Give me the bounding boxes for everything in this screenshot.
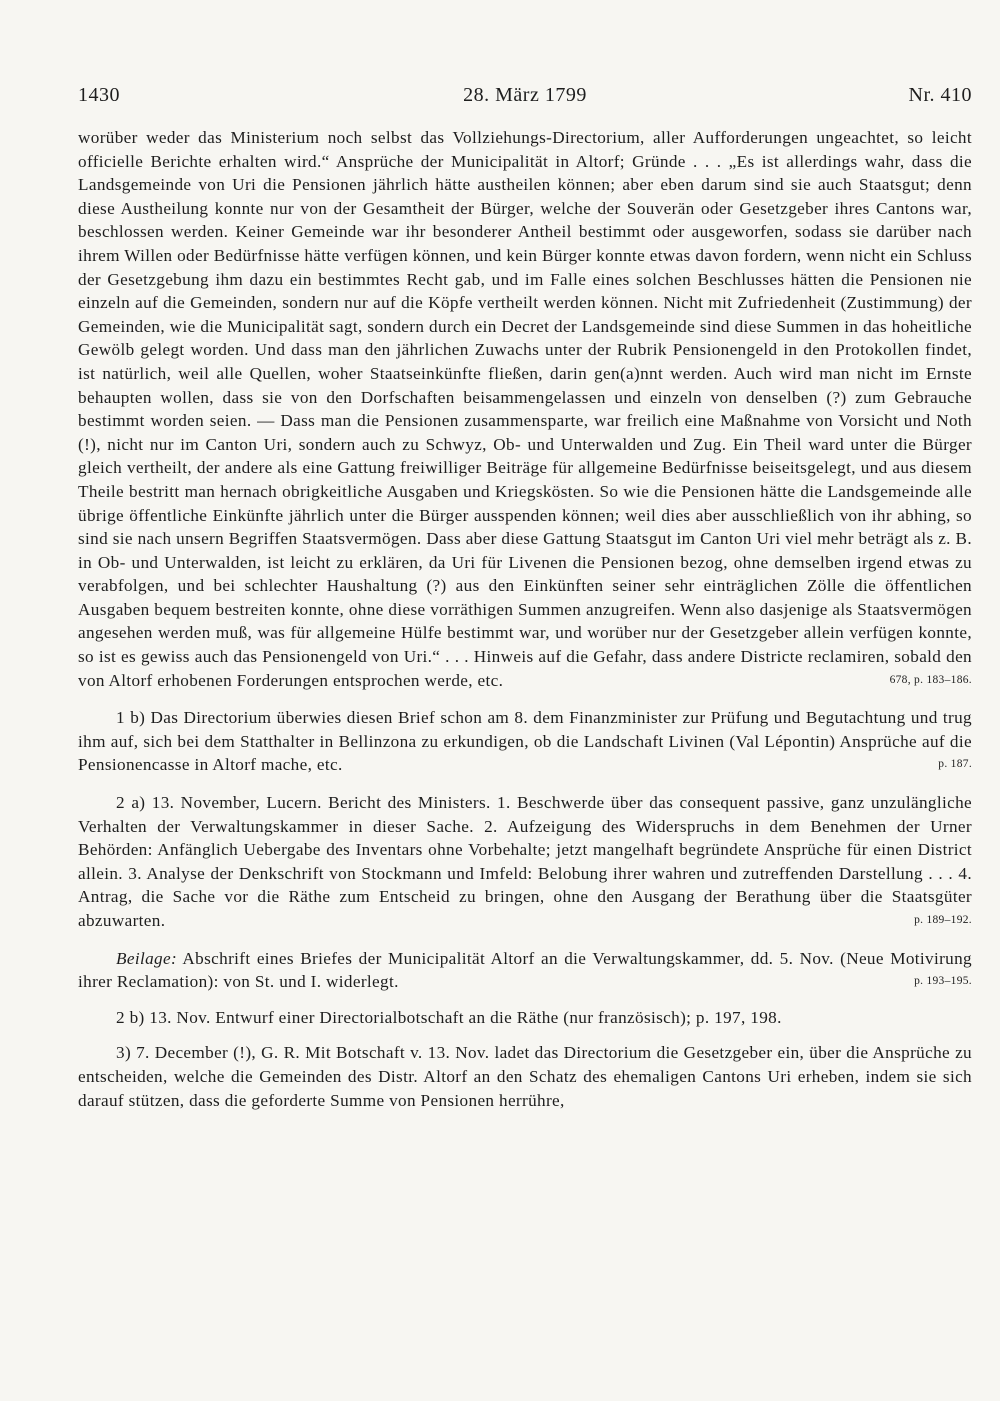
paragraph-text: 1 b) Das Directorium überwies diesen Brief schon am 8. dem Finanzminister zur Prüfung und Begutachtung und trug ihm auf, sich bei dem Statthalter in Bellinzona zu erkundigen, ob die Landschaft Livinen (Val Lépontin) Ansprüche auf die Pensionencasse in Altorf mache, etc. [78,708,972,775]
paragraph-text: worüber weder das Ministerium noch selbst das Vollziehungs-Directorium, aller Aufforderungen ungeachtet, so leicht officielle Berichte erhalten wird.“ Ansprüche der Municipalität in Altorf; Gründe . . . „Es ist allerdings wahr, dass die Landsgemeinde von Uri die Pensionen jährlich hätte austheilen können; aber eben darum sind sie auch Staatsgut; denn diese Austheilung konnte nur von der Gesamtheit der Bürger, welche der Souverän oder Gesetzgeber ihres Cantons war, beschlossen werden. Keiner Gemeinde war ihr besonderer Antheil bestimmt oder ausgeworfen, sodass sie darüber nach ihrem Willen oder Bedürfnisse hätte verfügen können, und kein Bürger konnte etwas davon fordern, wenn nicht ein Schluss der Gesetzgebung ihm dazu ein bestimmtes Recht gab, und im Falle eines solchen Beschlusses hätten die Pensionen nie einzeln auf die Gemeinden, sondern nur auf die Köpfe vertheilt werden können. Nicht mit Zufriedenheit (Zustimmung) der Gemeinden, wie die Municipalität sagt, sondern durch ein Decret der Landsgemeinde sind diese Summen in das hoheitliche Gewölb gelegt worden. Und dass man den jährlichen Zuwachs unter der Rubrik Pensionengeld in den Protokollen findet, ist natürlich, weil alle Quellen, woher Staatseinkünfte fließen, darin gen(a)nnt werden. Auch wird man nicht im Ernste behaupten wollen, dass sie von den Dorfschaften beisammengelassen und einzeln von denselben (?) zum Gebrauche bestimmt worden seien. — Dass man die Pensionen zusammensparte, war freilich eine Maßnahme von Vorsicht und Noth (!), nicht nur im Canton Uri, sondern auch zu Schwyz, Ob- und Unterwalden und Zug. Ein Theil ward unter die Bürger gleich vertheilt, der andere als eine Gattung freiwilliger Beiträge für allgemeine Bedürfnisse beiseitsgelegt, und aus diesem Theile bestritt man hernach obrigkeitliche Ausgaben und Kriegskösten. So wie die Pensionen hätte die Landsgemeinde alle übrige öffentliche Einkünfte jährlich unter die Bürger ausspenden können; weil dies aber ausschließlich von ihr abhing, so sind sie nach unsern Begriffen Staatsvermögen. Dass aber diese Gattung Staatsgut im Canton Uri viel mehr beträgt als z. B. in Ob- und Unterwalden, ist leicht zu erklären, da Uri für Livenen die Pensionen bezog, ohne demselben irgend etwas zu verabfolgen, und bei schlechter Haushaltung (?) aus den Einkünften seiner sehr einträglichen Zölle die öffentlichen Ausgaben bequem bestreiten konnte, ohne diese vorräthigen Summen anzugreifen. Wenn also dasjenige als Staatsvermögen angesehen werden muß, was für allgemeine Hülfe bestimmt war, und worüber nur der Gesetzgeber allein verfügen konnte, so ist es gewiss auch das Pensionengeld von Uri.“ . . . Hinweis auf die Gefahr, dass andere Districte reclamiren, sobald den von Altorf erhobenen Forderungen entsprochen werde, etc. [78,128,972,690]
paragraph-2a [78,791,972,933]
paragraph-beilage [78,947,972,994]
page-reference: p. 187. [938,758,972,771]
paragraph-2b [78,1006,972,1030]
paragraph-text: 3) 7. December (!), G. R. Mit Botschaft v. 13. Nov. ladet das Directorium die Gesetzgeber ein, über die Ansprüche zu entscheiden, welche die Gemeinden des Distr. Altorf an den Schatz des ehemaligen Cantons Uri erheben, indem sie sich darauf stützen, dass die geforderte Summe von Pensionen herrühre, [78,1043,972,1110]
main-text [78,126,972,1112]
paragraph-text: Abschrift eines Briefes der Municipalität Altorf an die Verwaltungskammer, dd. 5. Nov. (Neue Motivirung ihrer Reclamation): von St. und I. widerlegt. [78,948,972,992]
page-number: 1430 [78,84,120,106]
beilage-label: Beilage: [116,948,178,968]
paragraph-continuation [78,126,972,692]
paragraph-3 [78,1041,972,1112]
page-reference: p. 189–192. [914,914,972,926]
header-date: 28. März 1799 [463,84,587,106]
paragraph-text: 2 a) 13. November, Lucern. Bericht des Ministers. 1. Beschwerde über das consequent passive, ganz unzulängliche Verhalten der Verwaltungskammer in dieser Sache. 2. Aufzeigung des Widerspruchs in dem Benehmen der Urner Behörden: Anfänglich Uebergabe des Inventars ohne Vorbehalte; jetzt mangelhaft begründete Ansprüche für einen District allein. 3. Analyse der Denkschrift von Stockmann und Imfeld: Belobung ihrer wahren und zutreffenden Darstellung . . . 4. Antrag, die Sache vor die Räthe zum Entscheid zu bringen, ohne den Ausgang der Berathung über die Staatsgüter abzuwarten. [78,793,972,930]
document-number: Nr. 410 [908,84,972,106]
page-header [78,84,972,114]
paragraph-1b [78,706,972,777]
paragraph-text: 2 b) 13. Nov. Entwurf einer Directorialbotschaft an die Räthe (nur französisch); p. 197, 198. [116,1007,782,1027]
page-reference: p. 193–195. [914,975,972,988]
page-reference: 678, p. 183–186. [889,673,972,686]
